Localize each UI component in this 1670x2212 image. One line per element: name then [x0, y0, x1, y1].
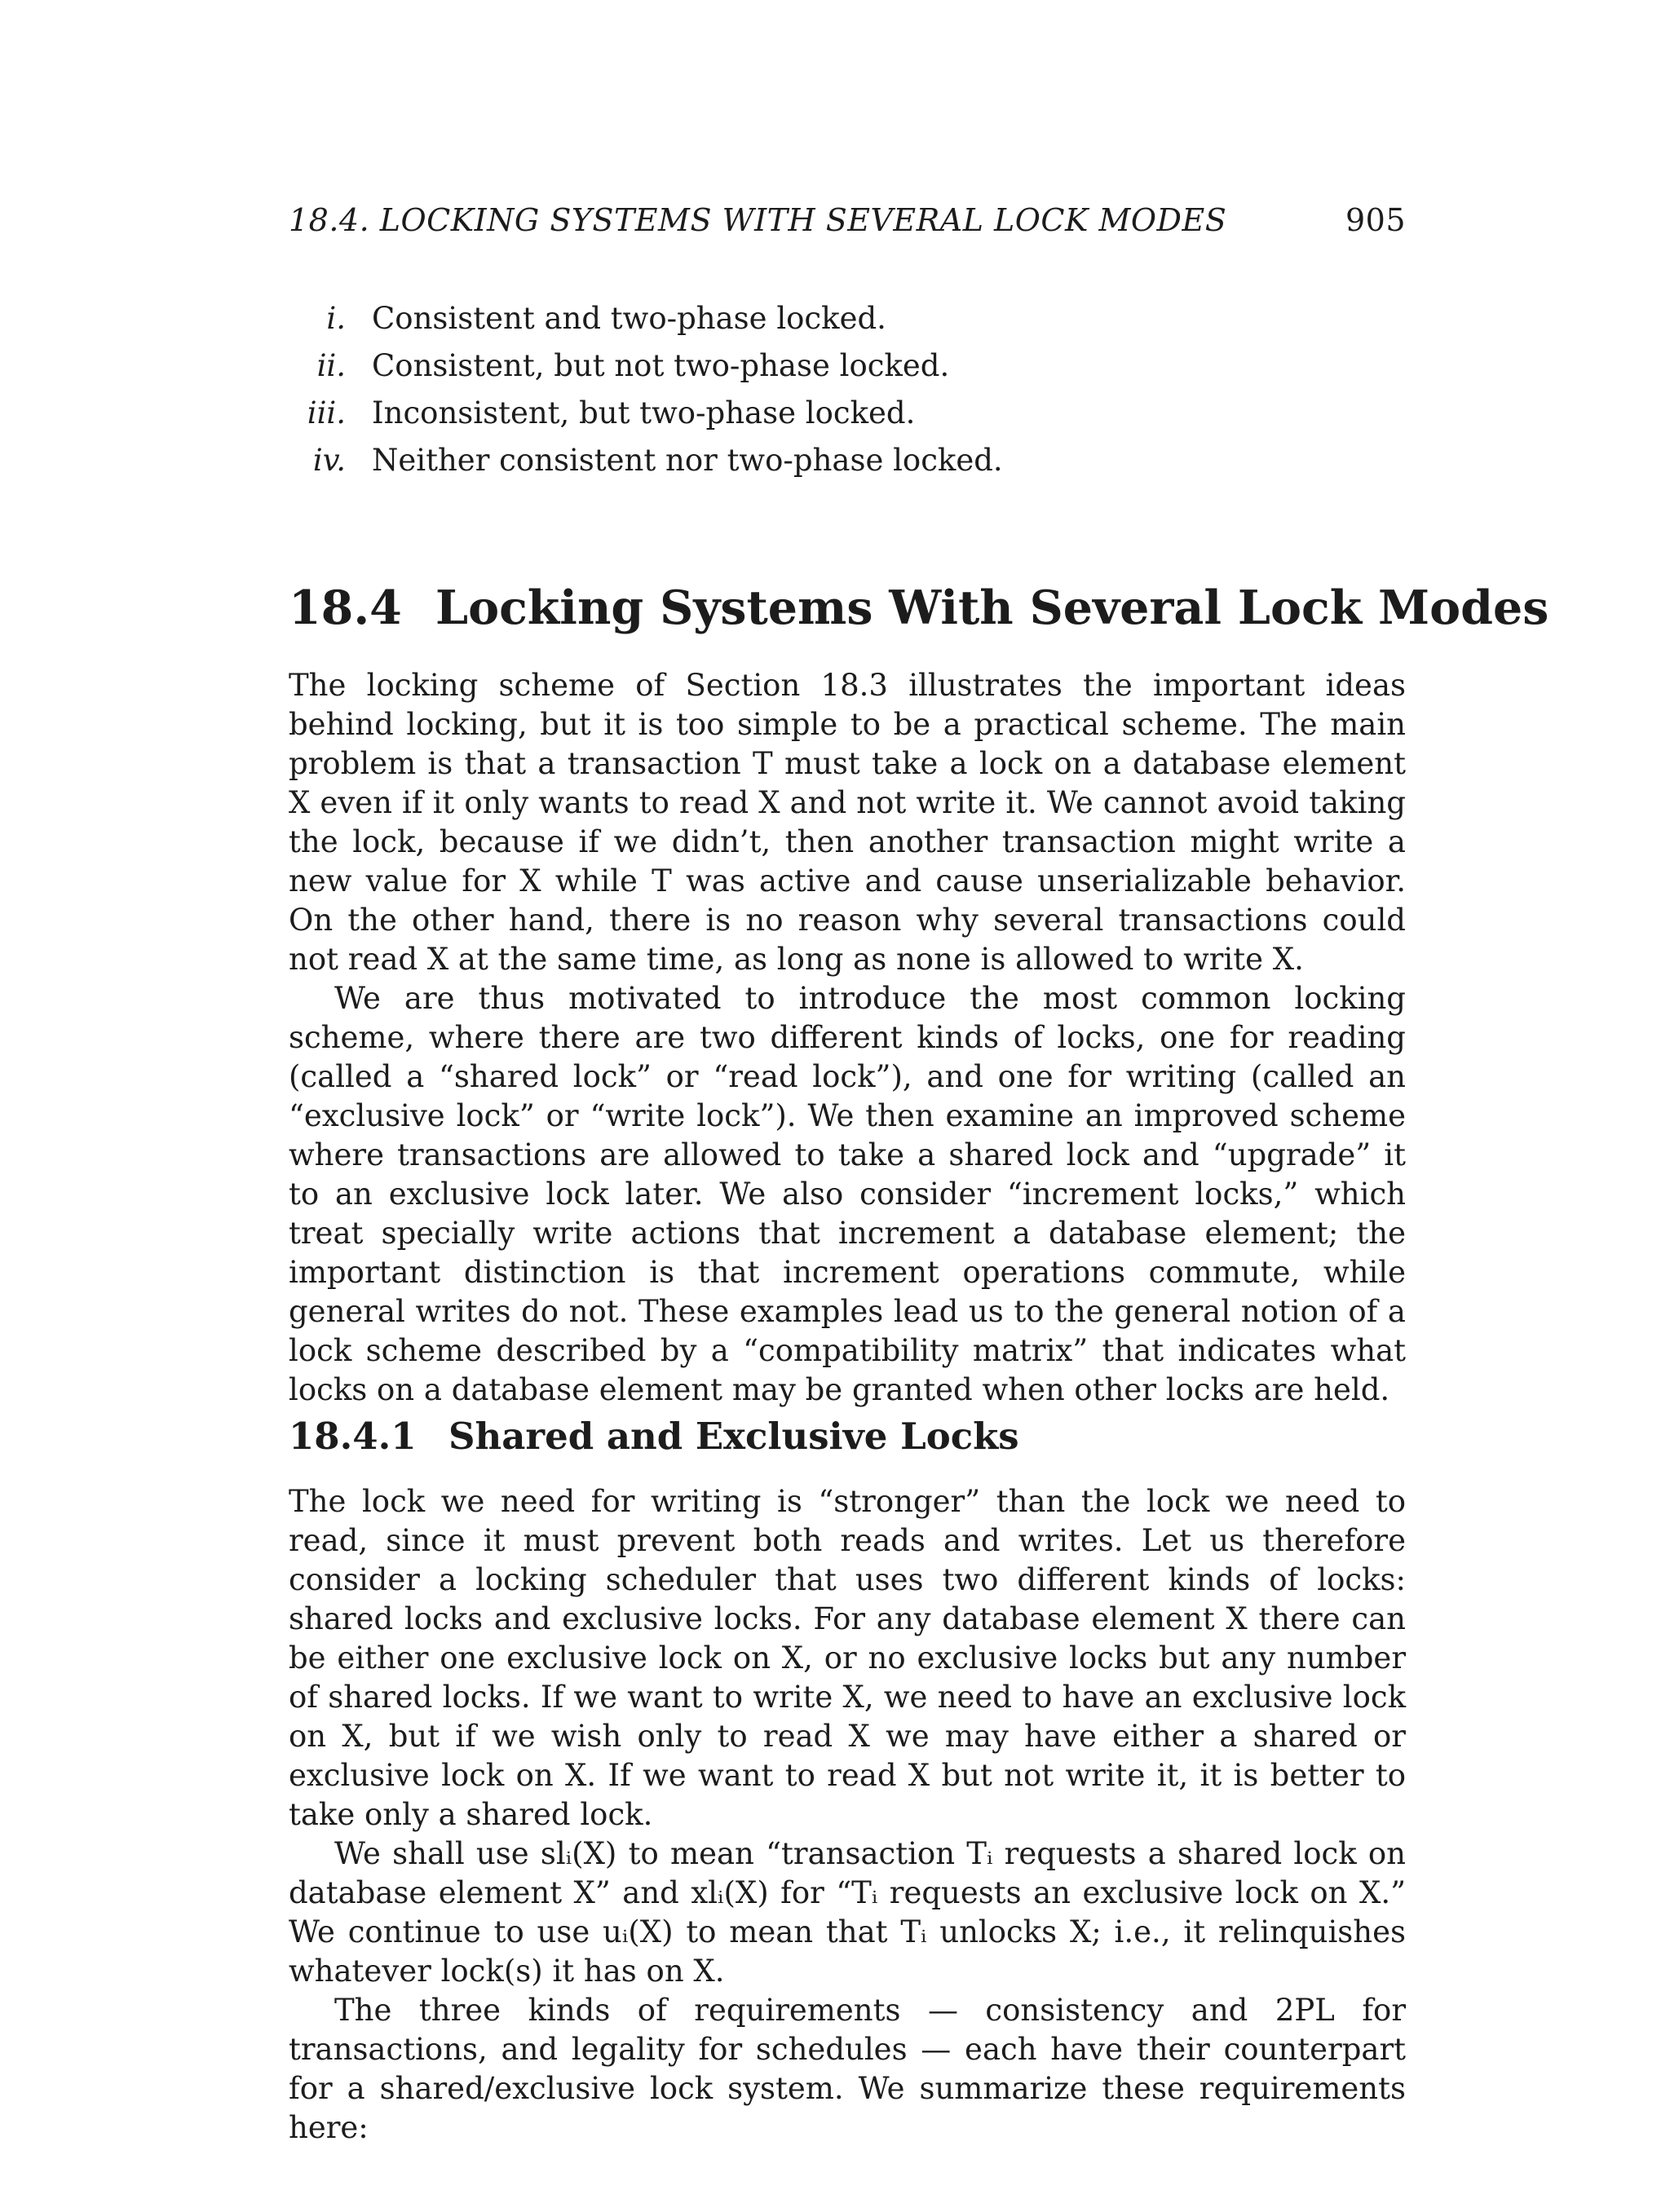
subsection-title: Shared and Exclusive Locks — [448, 1415, 1019, 1458]
list-item — [289, 437, 1406, 484]
subsection-body — [289, 1482, 1406, 2148]
list-item-text: Consistent, but not two-phase locked. — [372, 348, 950, 383]
section-body — [289, 666, 1406, 1410]
paragraph: We are thus motivated to introduce the most common locking scheme, where there are two different kinds of locks, one for reading (called a “shared lock” or “read lock”), and one for writing (called an “exclusive lock” or “write lock”). We then examine an improved scheme where transactions are allowed to take a shared lock and “upgrade” it to an exclusive lock later. We also consider “increment locks,” which treat specially write actions that increment a database element; the important distinction is that increment operations commute, while general writes do not. These examples lead us to the general notion of a lock scheme described by a “compatibility matrix” that indicates what locks on a database element may be granted when other locks are held. — [289, 981, 1406, 1407]
list-item — [289, 295, 1406, 342]
list-item — [289, 390, 1406, 437]
paragraph: The locking scheme of Section 18.3 illustrates the important ideas behind locking, but it is too simple to be a practical scheme. The main problem is that a transaction T must take a lock on a database element X even if it only wants to read X and not write it. We cannot avoid taking the lock, because if we didn’t, then another transaction might write a new value for X while T was active and cause unserializable behavior. On the other hand, there is no reason why several transactions could not read X at the same time, as long as none is allowed to write X. — [289, 668, 1406, 977]
list-marker: ii. — [316, 348, 346, 383]
paragraph: We shall use slᵢ(X) to mean “transaction Tᵢ requests a shared lock on database element X” and xlᵢ(X) for “Tᵢ requests an exclusive lock on X.” We continue to use uᵢ(X) to mean that Tᵢ unlocks X; i.e., it relinquishes whatever lock(s) it has on X. — [289, 1836, 1406, 1989]
subsection-number: 18.4.1 — [289, 1415, 417, 1458]
list-item-text: Neither consistent nor two-phase locked. — [372, 443, 1003, 478]
section-heading — [289, 581, 1549, 635]
list-marker: iv. — [312, 443, 346, 478]
subsection-heading — [289, 1415, 1406, 1458]
running-head-title: 18.4. LOCKING SYSTEMS WITH SEVERAL LOCK MODES — [289, 202, 1227, 238]
section-title: Locking Systems With Several Lock Modes — [435, 581, 1549, 635]
paragraph: The lock we need for writing is “stronger” than the lock we need to read, since it must prevent both reads and writes. Let us therefore consider a locking scheduler that uses two different kinds of locks: shared locks and exclusive locks. For any database element X there can be either one exclusive lock on X, or no exclusive locks but any number of shared locks. If we want to write X, we need to have an exclusive lock on X, but if we wish only to read X we may have either a shared or exclusive lock on X. If we want to read X but not write it, it is better to take only a shared lock. — [289, 1484, 1406, 1832]
running-head — [289, 202, 1406, 238]
paragraph: The three kinds of requirements — consistency and 2PL for transactions, and legality for schedules — each have their counterpart for a shared/exclusive lock system. We summarize these requirements here: — [289, 1993, 1406, 2145]
list-item-text: Consistent and two-phase locked. — [372, 301, 886, 336]
exercise-sublist — [289, 295, 1406, 484]
list-marker: iii. — [307, 395, 346, 430]
page-number: 905 — [1345, 202, 1406, 238]
list-marker: i. — [326, 301, 346, 336]
list-item — [289, 342, 1406, 390]
section-number: 18.4 — [289, 581, 402, 635]
list-item-text: Inconsistent, but two-phase locked. — [372, 395, 916, 430]
